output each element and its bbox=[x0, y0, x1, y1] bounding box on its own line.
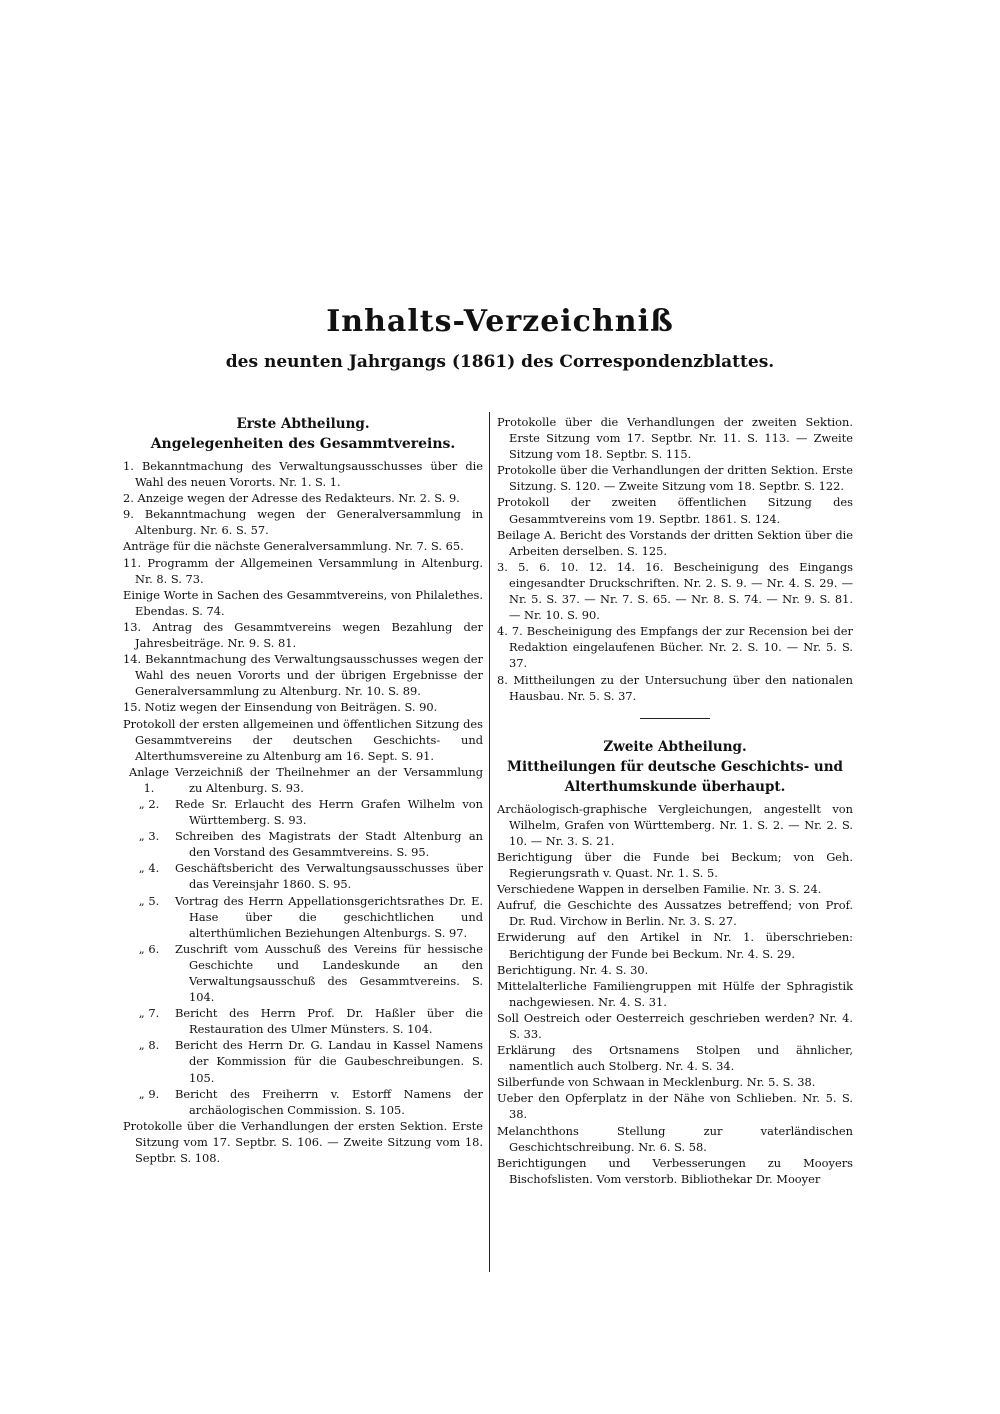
toc-entry: Erwiderung auf den Artikel in Nr. 1. überschrieben: Berichtigung der Funde bei Beckum. Nr. 4. S. 29. bbox=[497, 930, 853, 961]
annex-entry bbox=[123, 764, 483, 796]
annex-text: Verzeichniß der Theilnehmer an der Versammlung zu Altenburg. S. 93. bbox=[175, 764, 483, 795]
toc-entry: 4. 7. Bescheinigung des Empfangs der zur Recension bei der Redaktion eingelaufenen Bücher. Nr. 2. S. 10. — Nr. 5. S. 37. bbox=[497, 624, 853, 671]
annex-number: „ 8. bbox=[138, 1038, 160, 1053]
column-divider bbox=[489, 412, 490, 1272]
section-heading: Erste Abtheilung. bbox=[236, 416, 370, 432]
annex-number: „ 5. bbox=[138, 893, 160, 908]
section-subheading: Mittheilungen für deutsche Geschichts- und Alterthumskunde überhaupt. bbox=[507, 758, 843, 795]
toc-entry: 11. Programm der Allgemeinen Versammlung in Altenburg. Nr. 8. S. 73. bbox=[123, 555, 483, 586]
toc-entry: 8. Mittheilungen zu der Untersuchung über den nationalen Hausbau. Nr. 5. S. 37. bbox=[497, 672, 853, 703]
toc-entry: Protokoll der ersten allgemeinen und öffentlichen Sitzung des Gesammtvereins der deutschen Geschichts- und Alterthumsvereine zu Altenburg am 16. Sept. S. 91. bbox=[123, 716, 483, 763]
toc-entry: Berichtigung. Nr. 4. S. 30. bbox=[497, 962, 649, 977]
toc-entry: Berichtigungen und Verbesserungen zu Mooyers Bischofslisten. Vom verstorb. Bibliothekar Dr. Mooyer bbox=[497, 1155, 853, 1186]
toc-entry: Melanchthons Stellung zur vaterländischen Geschichtschreibung. Nr. 6. S. 58. bbox=[497, 1123, 853, 1154]
toc-entry: 15. Notiz wegen der Einsendung von Beiträgen. S. 90. bbox=[123, 700, 438, 715]
toc-entry: Einige Worte in Sachen des Gesammtvereins, von Philalethes. Ebendas. S. 74. bbox=[123, 587, 483, 618]
toc-entry: 14. Bekanntmachung des Verwaltungsausschusses wegen der Wahl des neuen Vororts und der übrigen Ergebnisse der Generalversammlung zu Altenburg. Nr. 10. S. 89. bbox=[123, 652, 483, 699]
annex-number: Anlage 1. bbox=[128, 764, 170, 795]
annex-entry bbox=[123, 893, 483, 941]
toc-entry: Erklärung des Ortsnamens Stolpen und ähnlicher, namentlich auch Stolberg. Nr. 4. S. 34. bbox=[497, 1043, 853, 1074]
annex-text: Zuschrift vom Ausschuß des Vereins für hessische Geschichte und Landeskunde an den Verwaltungsausschuß des Gesammtvereins. S. 104. bbox=[175, 941, 483, 1005]
toc-entry: Silberfunde von Schwaan in Mecklenburg. Nr. 5. S. 38. bbox=[497, 1075, 816, 1090]
section-heading: Zweite Abtheilung. bbox=[603, 738, 747, 755]
annex-entry bbox=[123, 1005, 483, 1037]
toc-entry: Mittelalterliche Familiengruppen mit Hülfe der Sphragistik nachgewiesen. Nr. 4. S. 31. bbox=[497, 978, 853, 1009]
toc-entry: Protokoll der zweiten öffentlichen Sitzung des Gesammtvereins vom 19. Septbr. 1861. S. 124. bbox=[497, 495, 853, 526]
toc-entry: 1. Bekanntmachung des Verwaltungsausschusses über die Wahl des neuen Vororts. Nr. 1. S. 1. bbox=[123, 459, 483, 490]
section-subheading: Angelegenheiten des Gesammtvereins. bbox=[150, 436, 456, 452]
annex-entry bbox=[123, 828, 483, 860]
toc-entry: Soll Oestreich oder Oesterreich geschrieben werden? Nr. 4. S. 33. bbox=[497, 1010, 853, 1041]
toc-entry: 2. Anzeige wegen der Adresse des Redakteurs. Nr. 2. S. 9. bbox=[123, 491, 460, 506]
annex-text: Schreiben des Magistrats der Stadt Altenburg an den Vorstand des Gesammtvereins. S. 95. bbox=[175, 829, 483, 860]
annex-text: Bericht des Herrn Dr. G. Landau in Kassel Namens der Kommission für die Gaubeschreibungen. S. 105. bbox=[175, 1038, 483, 1085]
page-title: Inhalts-Verzeichniß bbox=[326, 304, 674, 339]
annex-number: „ 9. bbox=[138, 1086, 160, 1101]
toc-entry: 3. 5. 6. 10. 12. 14. 16. Bescheinigung des Eingangs eingesandter Druckschriften. Nr. 2. S. 9. — Nr. 4. S. 29. — Nr. 5. S. 37. — Nr. 7. S. 65. — Nr. 8. S. 74. — Nr. 9. S. 81. — Nr. 10. S. 90. bbox=[497, 559, 853, 623]
toc-entry: Anträge für die nächste Generalversammlung. Nr. 7. S. 65. bbox=[123, 539, 464, 554]
page-subtitle: des neunten Jahrgangs (1861) des Correspondenzblattes. bbox=[225, 352, 775, 372]
annex-entry bbox=[123, 1037, 483, 1085]
toc-entry: Protokolle über die Verhandlungen der ersten Sektion. Erste Sitzung vom 17. Septbr. S. 106. — Zweite Sitzung vom 18. Septbr. S. 108. bbox=[123, 1118, 483, 1166]
annex-entry bbox=[123, 860, 483, 892]
toc-entry: 13. Antrag des Gesammtvereins wegen Bezahlung der Jahresbeiträge. Nr. 9. S. 81. bbox=[123, 619, 483, 651]
annex-number: „ 4. bbox=[138, 861, 160, 876]
annex-number: „ 6. bbox=[138, 941, 160, 956]
section-separator bbox=[640, 718, 710, 719]
toc-entry: Archäologisch-graphische Vergleichungen, angestellt von Wilhelm, Grafen von Württemberg. Nr. 1. S. 2. — Nr. 2. S. 10. — Nr. 3. S. 21. bbox=[497, 801, 853, 848]
annex-number: „ 3. bbox=[138, 829, 160, 844]
left-column bbox=[123, 414, 483, 1166]
toc-entry: Aufruf, die Geschichte des Aussatzes betreffend; von Prof. Dr. Rud. Virchow in Berlin. Nr. 3. S. 27. bbox=[497, 898, 853, 929]
annex-text: Geschäftsbericht des Verwaltungsausschusses über das Vereinsjahr 1860. S. 95. bbox=[175, 861, 483, 892]
toc-entry: 9. Bekanntmachung wegen der Generalversammlung in Altenburg. Nr. 6. S. 57. bbox=[123, 507, 483, 538]
toc-entry: Berichtigung über die Funde bei Beckum; von Geh. Regierungsrath v. Quast. Nr. 1. S. 5. bbox=[497, 849, 853, 881]
toc-entry: Beilage A. Bericht des Vorstands der dritten Sektion über die Arbeiten derselben. S. 125. bbox=[497, 527, 853, 558]
annex-entry bbox=[123, 796, 483, 828]
right-column bbox=[497, 414, 853, 1187]
toc-entry: Verschiedene Wappen in derselben Familie. Nr. 3. S. 24. bbox=[497, 882, 822, 897]
toc-entry: Ueber den Opferplatz in der Nähe von Schlieben. Nr. 5. S. 38. bbox=[497, 1091, 853, 1122]
annex-text: Bericht des Herrn Prof. Dr. Haßler über die Restauration des Ulmer Münsters. S. 104. bbox=[175, 1006, 483, 1037]
annex-number: „ 2. bbox=[138, 796, 160, 811]
annex-text: Rede Sr. Erlaucht des Herrn Grafen Wilhelm von Württemberg. S. 93. bbox=[175, 796, 483, 828]
annex-entry bbox=[123, 941, 483, 1005]
toc-entry: Protokolle über die Verhandlungen der dritten Sektion. Erste Sitzung. S. 120. — Zweite Sitzung vom 18. Septbr. S. 122. bbox=[497, 463, 853, 494]
toc-entry: Protokolle über die Verhandlungen der zweiten Sektion. Erste Sitzung vom 17. Septbr. Nr. 11. S. 113. — Zweite Sitzung vom 18. Septbr. S. 115. bbox=[497, 415, 853, 462]
annex-text: Bericht des Freiherrn v. Estorff Namens der archäologischen Commission. S. 105. bbox=[175, 1086, 483, 1117]
annex-number: „ 7. bbox=[138, 1006, 160, 1021]
annex-text: Vortrag des Herrn Appellationsgerichtsrathes Dr. E. Hase über die geschichtlichen und alterthümlichen Beziehungen Altenburgs. S. 97. bbox=[175, 893, 483, 940]
annex-entry bbox=[123, 1086, 483, 1118]
